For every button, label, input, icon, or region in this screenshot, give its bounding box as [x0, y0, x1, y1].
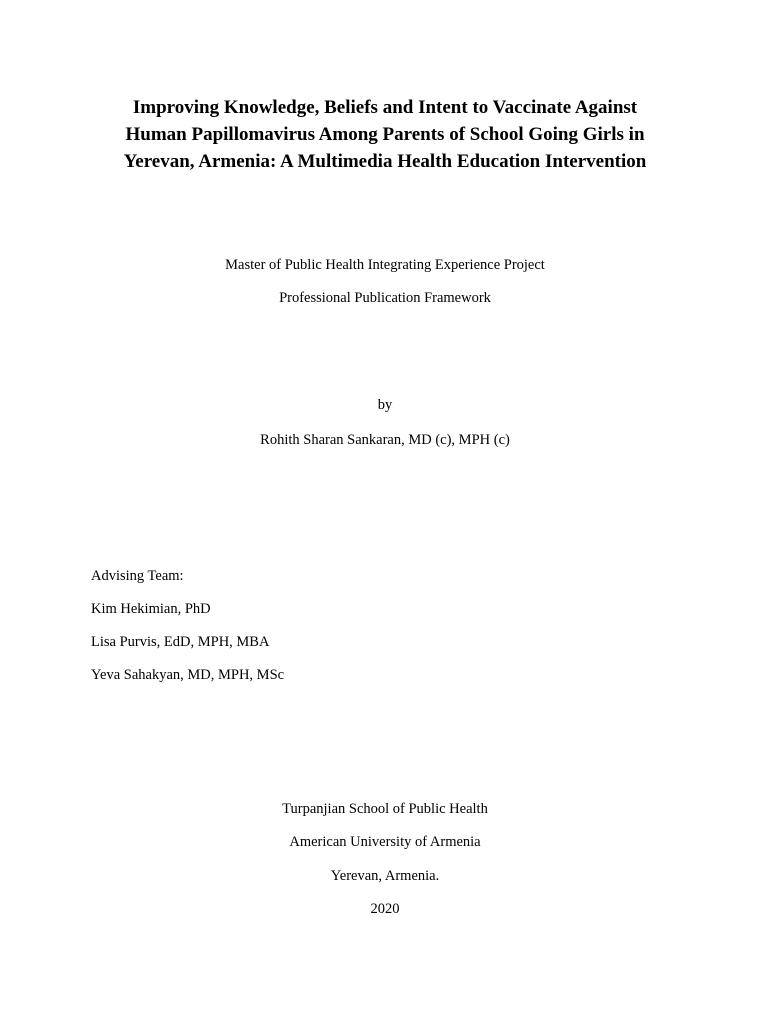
school-name: Turpanjian School of Public Health	[282, 801, 488, 817]
author-name: Rohith Sharan Sankaran, MD (c), MPH (c)	[260, 432, 510, 448]
advisor-3: Yeva Sahakyan, MD, MPH, MSc	[91, 667, 285, 683]
document-title	[0, 94, 770, 175]
title-line-3: Yerevan, Armenia: A Multimedia Health Education Intervention	[123, 151, 647, 172]
year: 2020	[370, 901, 400, 917]
by-label: by	[377, 397, 393, 413]
program-name: Master of Public Health Integrating Experience Project	[225, 257, 545, 273]
advisor-1: Kim Hekimian, PhD	[91, 601, 211, 617]
framework-name: Professional Publication Framework	[279, 290, 491, 306]
advising-team-heading: Advising Team:	[91, 568, 184, 584]
location: Yerevan, Armenia.	[330, 868, 440, 884]
university-name: American University of Armenia	[289, 834, 481, 850]
title-line-1: Improving Knowledge, Beliefs and Intent to Vaccinate Against	[132, 97, 638, 118]
advisor-2: Lisa Purvis, EdD, MPH, MBA	[91, 634, 270, 650]
title-line-2: Human Papillomavirus Among Parents of School Going Girls in	[125, 124, 645, 145]
